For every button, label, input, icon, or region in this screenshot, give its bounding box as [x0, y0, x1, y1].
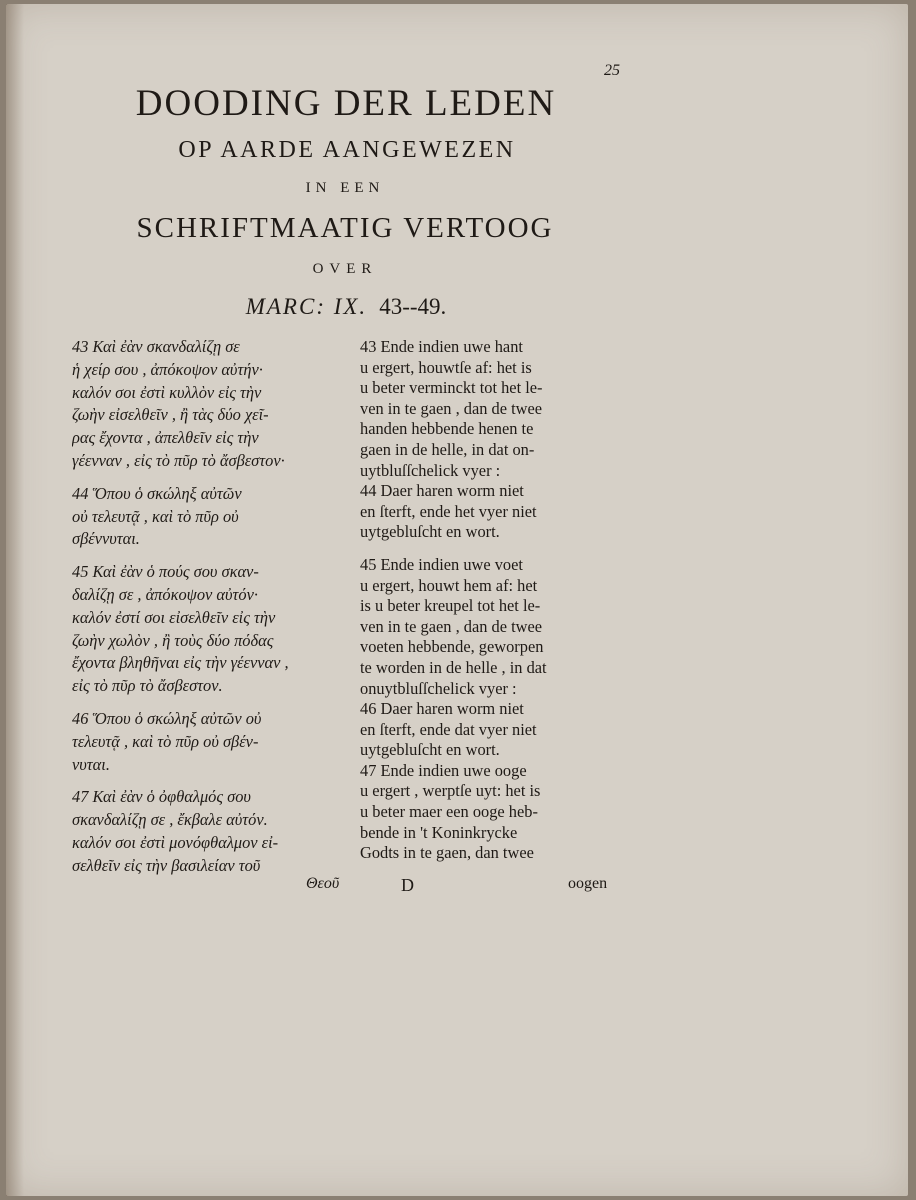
dutch-text-line: is u beter kreupel tot het le- — [360, 596, 541, 616]
dutch-text-line: u ergert, houwtſe af: het is — [360, 357, 532, 377]
reference-verses: 43--49. — [379, 294, 447, 319]
greek-text-line: σελθεῖν εἰς τὴν βασιλείαν τοῦ — [72, 855, 261, 875]
title-line-1: DOODING DER LEDEN — [135, 83, 557, 124]
dutch-text-line: voeten hebbende, geworpen — [360, 637, 544, 657]
dutch-text-line: u beter verminckt tot het le- — [360, 378, 543, 398]
title-line-3: IN EEN — [305, 180, 385, 196]
dutch-text-spacer — [360, 543, 622, 555]
greek-text-line: τελευτᾷ , καὶ τὸ πῦρ οὐ σβέν- — [72, 731, 259, 751]
dutch-text-line: u beter maer een ooge heb- — [360, 802, 538, 822]
dutch-text-line: 46 Daer haren worm niet — [360, 699, 524, 719]
greek-text-line: 44 Ὅπου ὁ σκώληξ αὐτῶν — [72, 483, 242, 503]
dutch-text-line: 45 Ende indien uwe voet — [360, 554, 523, 574]
greek-text-line: 47 Καὶ ἐὰν ὁ ὀφθαλμός σου — [72, 787, 251, 807]
greek-text-line: σβέννυται. — [72, 529, 140, 549]
greek-text-line: ἡ χείρ σου , ἀπόκοψον αὐτήν· — [72, 359, 263, 379]
greek-text-line: σκανδαλίζῃ σε , ἔκβαλε αὐτόν. — [72, 810, 268, 830]
dutch-text-line: bende in 't Koninkrycke — [360, 822, 518, 842]
page-number: 25 — [604, 62, 620, 79]
scripture-reference — [0, 294, 696, 320]
greek-column — [72, 336, 352, 878]
greek-text-spacer — [72, 473, 352, 483]
dutch-text-line: 43 Ende indien uwe hant — [360, 337, 523, 356]
dutch-text-line: 44 Daer haren worm niet — [360, 481, 524, 501]
dutch-text-line: ven in te gaen , dan de twee — [360, 616, 543, 636]
dutch-text-line: gaen in de helle, in dat on- — [360, 439, 535, 459]
greek-text-line: ρας ἔχοντα , ἀπελθεῖν εἰς τὴν — [72, 428, 259, 448]
dutch-text-line: onuytbluſſchelick vyer : — [360, 678, 517, 698]
title-line-5: OVER — [312, 261, 378, 277]
catchword-greek: Θεοῦ — [306, 875, 340, 892]
dutch-text-line: en ſterft, ende dat vyer niet — [360, 719, 537, 739]
title-line-4: SCHRIFTMAATIG VERTOOG — [136, 212, 554, 244]
greek-text-line: εἰς τὸ πῦρ τὸ ἄσβεστον. — [72, 676, 223, 696]
greek-text-line: καλόν σοι ἐστὶ μονόφθαλμον εἰ- — [72, 832, 279, 852]
greek-text-line: δαλίζῃ σε , ἀπόκοψον αὐτόν· — [72, 584, 258, 604]
greek-text-spacer — [72, 551, 352, 561]
greek-text-spacer — [72, 776, 352, 786]
greek-text-line: 43 Καὶ ἐὰν σκανδαλίζῃ σε — [72, 337, 240, 356]
greek-text-line: 45 Καὶ ἐὰν ὁ πούς σου σκαν- — [72, 562, 259, 582]
greek-text-line: καλόν σοι ἐστὶ κυλλὸν εἰς τὴν — [72, 382, 262, 402]
greek-text-line: καλόν ἐστί σοι εἰσελθεῖν εἰς τὴν — [72, 607, 276, 627]
dutch-column — [360, 337, 622, 864]
dutch-text-line: uytgebluſcht en wort. — [360, 740, 500, 760]
book-page — [6, 4, 908, 1196]
greek-text-line: ζωὴν χωλὸν , ἢ τοὺς δύο πόδας — [72, 630, 274, 650]
dutch-text-line: handen hebbende henen te — [360, 419, 534, 439]
greek-text-line: οὐ τελευτᾷ , καὶ τὸ πῦρ οὐ — [72, 506, 239, 526]
dutch-text-line: uytgebluſcht en wort. — [360, 522, 500, 542]
dutch-text-line: u ergert, houwt hem af: het — [360, 575, 538, 595]
greek-text-line: γέενναν , εἰς τὸ πῦρ τὸ ἄσβεστον· — [72, 450, 285, 470]
catchword-dutch: oogen — [568, 875, 608, 892]
signature-mark: D — [401, 875, 414, 895]
dutch-text-line: 47 Ende indien uwe ooge — [360, 760, 527, 780]
greek-text-line: ἔχοντα βληθῆναι εἰς τὴν γέενναν , — [72, 653, 289, 673]
reference-book: MARC: IX. — [245, 294, 368, 319]
greek-text-spacer — [72, 698, 352, 708]
greek-text-line: νυται. — [72, 754, 110, 774]
dutch-text-line: te worden in de helle , in dat — [360, 657, 547, 677]
dutch-text-line: en ſterft, ende het vyer niet — [360, 501, 537, 521]
dutch-text-line: uytbluſſchelick vyer : — [360, 460, 501, 480]
dutch-text-line: ven in te gaen , dan de twee — [360, 398, 543, 418]
greek-text-line: ζωὴν εἰσελθεῖν , ἢ τὰς δύο χεῖ- — [72, 405, 269, 425]
dutch-text-line: u ergert , werptſe uyt: het is — [360, 781, 541, 801]
title-line-2: OP AARDE AANGEWEZEN — [178, 137, 516, 163]
greek-text-line: 46 Ὅπου ὁ σκώληξ αὐτῶν οὐ — [72, 708, 262, 728]
dutch-text-line: Godts in te gaen, dan twee — [360, 843, 534, 863]
